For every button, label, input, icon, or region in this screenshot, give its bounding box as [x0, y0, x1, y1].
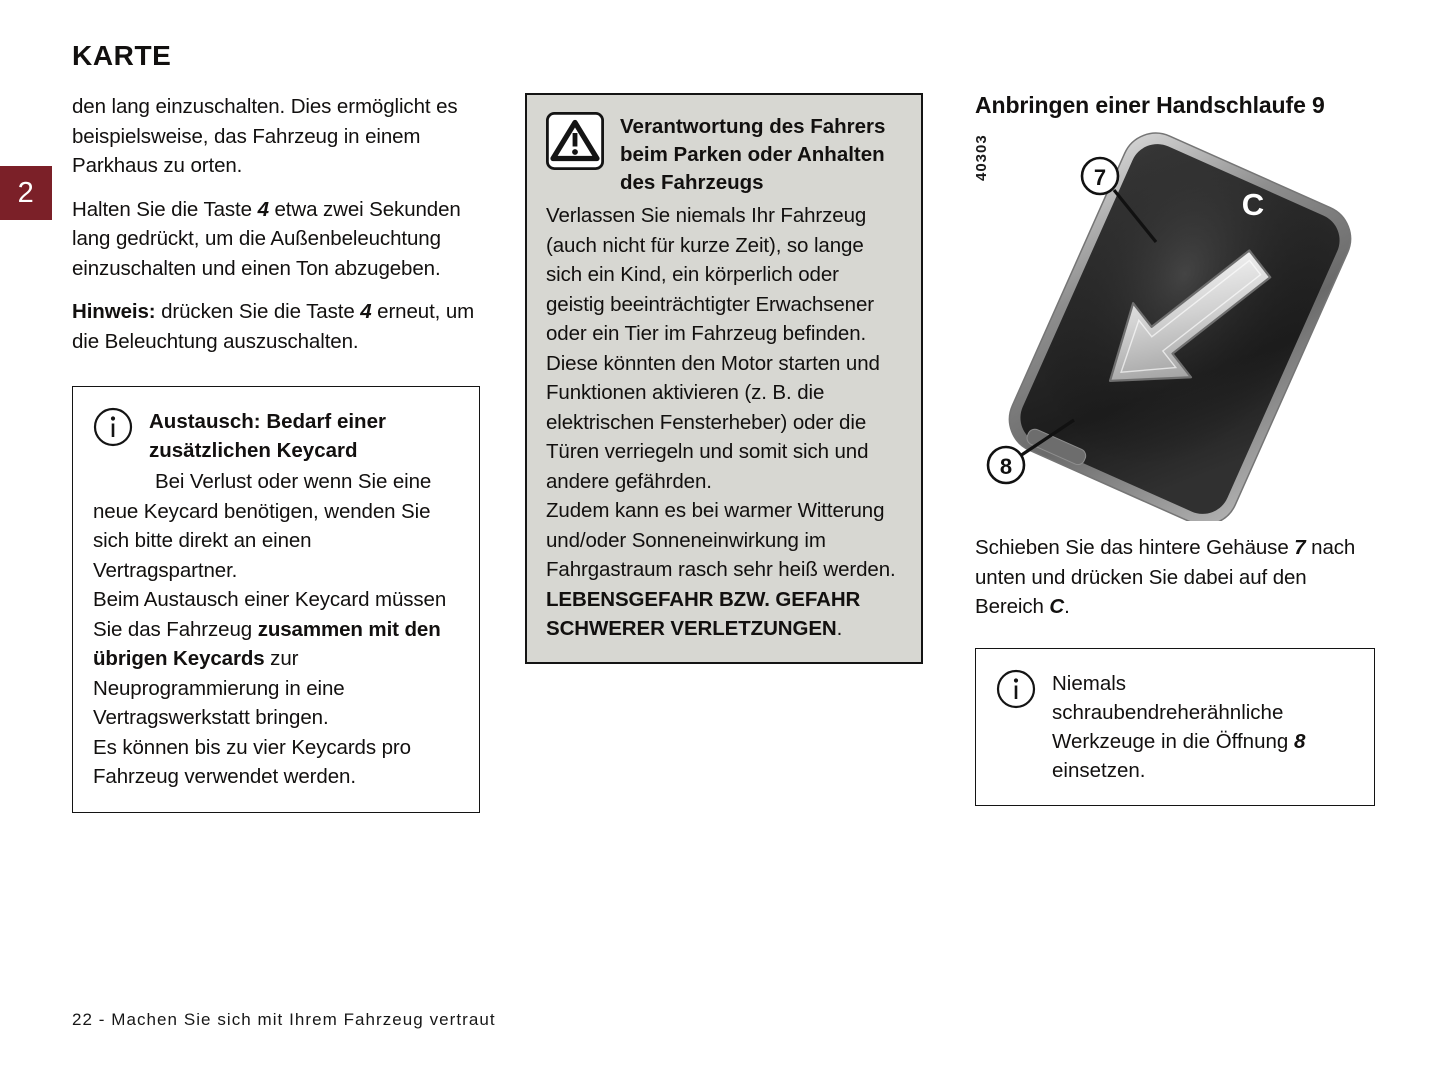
figure-zone-label-c: C: [1241, 187, 1265, 222]
info-paragraph-2: [93, 585, 459, 733]
paragraph-hold-post: etwa zwei Sekunden lang gedrückt, um die Außenbeleuchtung einzuschalten und einen Ton abzugeben.: [72, 197, 461, 280]
info-paragraph-2-pre: Beim Austausch einer Keycard müssen Sie das Fahrzeug: [93, 588, 447, 641]
caption-post: .: [1064, 595, 1070, 618]
opening-ref-8: 8: [1293, 729, 1306, 753]
info-box-keycard-replacement: [72, 386, 480, 813]
info-paragraph-1: Bei Verlust oder wenn Sie eine neue Keycard benötigen, wenden Sie sich bitte direkt an einen Vertragspartner.: [93, 470, 432, 582]
page-title: KARTE: [72, 40, 172, 71]
info-paragraph-2-post: zur Neuprogrammierung in eine Vertragswerkstatt bringen.: [93, 647, 345, 729]
callout-8-label: 8: [999, 454, 1013, 479]
caption-ref-7: 7: [1294, 536, 1306, 559]
caption-ref-c: C: [1049, 595, 1065, 618]
warning-paragraph-1: Verlassen Sie niemals Ihr Fahrzeug (auch nicht für kurze Zeit), so lange sich ein Kind, ein körperlich oder geistig beeinträchtigter Erwachsener oder ein Tier im Fahrzeug befinden.: [546, 204, 874, 345]
figure-code: 40303: [973, 134, 990, 181]
info-box-heading: Austausch: Bedarf einer zusätzlichen Keycard: [149, 410, 386, 462]
callout-7-label: 7: [1093, 165, 1107, 190]
warning-emphasis-period: .: [836, 617, 843, 640]
column-middle: [525, 93, 923, 664]
paragraph-hold-button: [72, 195, 480, 284]
warning-box-driver-responsibility: [525, 93, 923, 664]
chapter-tab: [0, 166, 52, 220]
info-icon: [996, 669, 1036, 709]
info-box-no-screwdriver: [975, 648, 1375, 806]
warning-paragraph-2: Diese könnten den Motor starten und Funktionen aktivieren (z. B. die elektrischen Fensterheber) oder die Türen verriegeln und somit sich und andere gefährden.: [546, 351, 880, 493]
paragraph-hold-pre: Halten Sie die Taste: [72, 197, 258, 221]
caption-pre: Schieben Sie das hintere Gehäuse: [975, 536, 1295, 559]
figure-caption: [975, 533, 1375, 622]
info-box-text: [1052, 667, 1354, 785]
warning-triangle-icon: [546, 112, 604, 170]
section-heading-handstrap: Anbringen einer Handschlaufe 9: [975, 92, 1325, 118]
warning-box-body: [546, 201, 903, 644]
figure-keycard: [975, 129, 1375, 521]
info-box-body: [93, 467, 459, 792]
paragraph-intro-text: den lang einzuschalten. Dies ermöglicht es beispielsweise, das Fahrzeug in einem Parkhaus zu orten.: [72, 95, 458, 177]
button-ref-4: 4: [257, 197, 269, 221]
chapter-number: 2: [17, 176, 35, 209]
info-box-header: [996, 667, 1354, 785]
note-pre: drücken Sie die Taste: [155, 300, 361, 323]
info-paragraph-3: Es können bis zu vier Keycards pro Fahrzeug verwendet werden.: [93, 735, 411, 788]
warning-box-heading: Verantwortung des Fahrers beim Parken oder Anhalten des Fahrzeugs: [620, 115, 886, 194]
info-icon: [93, 407, 133, 447]
page-footer: 22 - Machen Sie sich mit Ihrem Fahrzeug vertraut: [72, 1010, 496, 1029]
caption-mid: nach unten und drücken Sie dabei auf den Bereich: [975, 536, 1356, 618]
info-paragraph-2-bold: zusammen mit den übrigen Keycards: [93, 617, 441, 670]
note-label: Hinweis:: [72, 300, 156, 323]
paragraph-note: [72, 297, 480, 356]
keycard-illustration: [975, 129, 1375, 521]
column-left: [72, 92, 480, 813]
warning-emphasis: LEBENSGEFAHR BZW. GEFAHR SCHWERER VERLETZUNGEN: [546, 587, 861, 640]
warning-box-header: [546, 112, 903, 197]
column-right: [975, 92, 1375, 806]
info-text-pre: Niemals schraubendreherähnliche Werkzeuge in die Öffnung: [1052, 671, 1294, 753]
warning-paragraph-4: [546, 585, 903, 644]
warning-paragraph-3: Zudem kann es bei warmer Witterung und/oder Sonneneinwirkung im Fahrgastraum rasch sehr heiß werden.: [546, 499, 896, 581]
note-post: erneut, um die Beleuchtung auszuschalten.: [72, 300, 475, 353]
button-ref-4: 4: [360, 300, 372, 323]
info-box-header: [93, 405, 459, 465]
info-text-post: einsetzen.: [1052, 758, 1146, 782]
paragraph-intro: [72, 92, 480, 181]
